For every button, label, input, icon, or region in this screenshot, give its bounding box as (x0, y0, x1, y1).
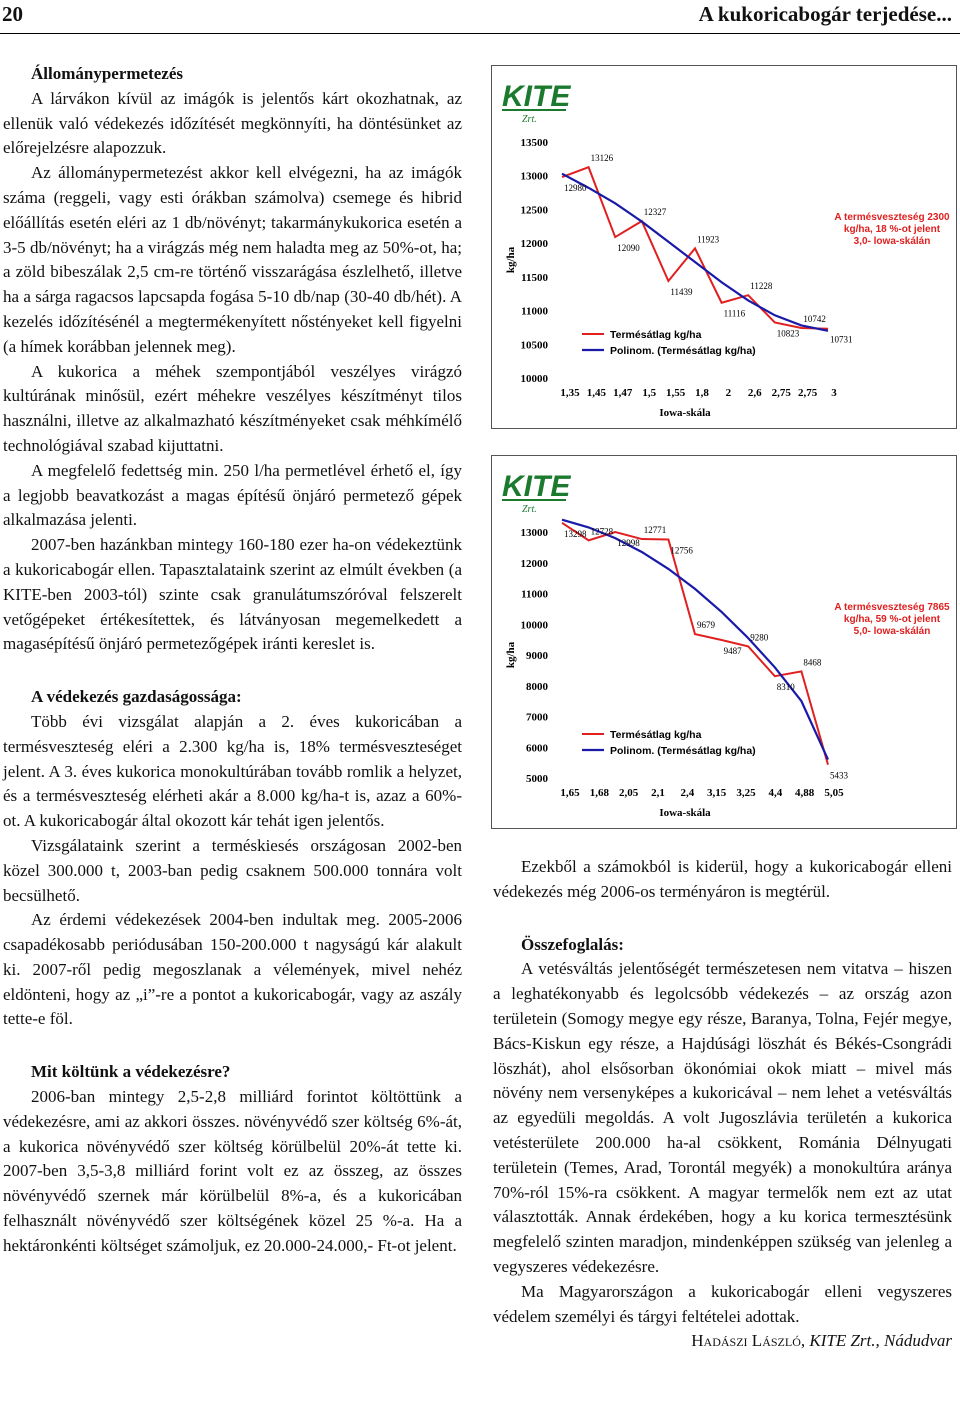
chart-svg (492, 456, 956, 828)
data-label: 9280 (750, 632, 769, 643)
annotation-line: kg/ha, 18 %-ot jelent (843, 224, 941, 235)
page-number: 20 (2, 2, 23, 26)
y-tick-label: 12000 (520, 238, 548, 251)
data-label: 9679 (697, 620, 715, 631)
data-label: 10742 (803, 313, 826, 324)
y-tick-label: 11500 (521, 271, 548, 284)
x-tick-label: 2,4 (680, 787, 695, 799)
data-label: 12728 (590, 526, 614, 537)
x-tick-label: 1,68 (589, 787, 609, 799)
y-tick-label: 11000 (521, 588, 548, 601)
paragraph: A megfelelő fedettség min. 250 l/ha permetlével érhető el, így a legjobb beavatkozást a magas építésű önjáró permetező gépek alkalmazása jelenti. (3, 460, 462, 530)
x-tick-label: 3,15 (707, 787, 727, 799)
section-title-koltseg: Mit költünk a védekezésre? (31, 1062, 231, 1082)
x-tick-label: 1,65 (560, 787, 580, 799)
data-label: 12980 (564, 183, 587, 194)
paragraph: Több évi vizsgálat alapján a 2. éves kukoricában a termésveszteség eléri a 2.300 kg/ha is, 18% termésveszteséget jelent. A 3. éves kukorica monokultúrában tovább romlik a helyzet, és a termésveszteség elérheti akár a 8.000 kg/ha-t is, azaz a 60%-ot. A kukoricabogár által okozott kár tehát igen jelentős. (3, 711, 462, 831)
x-tick-label: 2,1 (651, 787, 665, 799)
page-header (0, 0, 960, 36)
x-tick-label: 1,35 (560, 387, 580, 399)
x-tick-label: 5,05 (824, 787, 844, 799)
y-tick-label: 10000 (520, 373, 548, 385)
x-tick-label: 1,45 (586, 387, 607, 399)
data-label: 10731 (830, 334, 853, 345)
paragraph: Az állománypermetezést akkor kell elvégezni, ha az imágók száma (reggeli, vagy esti órákban számolva) csemege és hibrid előállítás esetén eléri az 1 db/növényt; takarmánykukorica esetén a 3-5 db/növényt; ha a virágzás még nem haladta meg az 50%-ot, ha; a zöld bibeszálak 2,5 cm-re történő visszarágása észlelhető, illetve ha a sárga ragacsos lapcsapda fogása 5-10 db/nap (30-40 db/hét). A kezelés időzítésénél a megtermékenyített nőstényeket kell figyelni (a hímek korábban jelennek meg). (3, 163, 462, 356)
y-tick-label: 8000 (526, 680, 548, 693)
chart-svg (492, 66, 956, 428)
author-name: Hadászi László (691, 1331, 801, 1351)
data-label: 13126 (590, 153, 614, 164)
series-line-trend (562, 174, 828, 331)
section-gap (493, 905, 952, 933)
legend-label-trend: Polinom. (Termésátlag kg/ha) (610, 745, 756, 757)
left-column (3, 62, 462, 1259)
data-label: 11228 (750, 281, 773, 292)
y-axis-label: kg/ha (505, 641, 517, 669)
x-tick-label: 4,4 (768, 787, 783, 799)
data-label: 9487 (723, 646, 742, 657)
kite-logo: KITE (502, 80, 571, 113)
y-tick-label: 6000 (526, 742, 548, 755)
x-tick-label: 2,75 (771, 387, 791, 399)
series-line-trend (562, 520, 828, 760)
y-tick-label: 10000 (520, 619, 548, 632)
section-title-osszefoglalas: Összefoglalás: (521, 934, 624, 954)
kite-logo-sub: Zrt. (522, 504, 537, 515)
legend-label-yield: Termésátlag kg/ha (610, 329, 702, 341)
y-tick-label: 13000 (520, 170, 548, 183)
author-line: Hadászi László, KITE Zrt., Nádudvar (691, 1331, 952, 1351)
data-label: 8468 (803, 657, 822, 668)
paragraph: A lárvákon kívül az imágók is jelentős kárt okozhatnak, az ellenük való védekezés időzítését megkönnyíti, ha döntésünket az előrejelzésre alapozzuk. (3, 88, 462, 158)
data-label: 5433 (830, 770, 848, 781)
data-label: 13298 (564, 528, 587, 539)
y-tick-label: 12000 (520, 557, 548, 570)
section-gap (3, 1032, 462, 1060)
y-tick-label: 10500 (520, 339, 548, 352)
x-tick-label: 2 (725, 387, 732, 399)
chart-yield-loss-2nd-year (491, 65, 957, 429)
data-label: 12327 (643, 207, 667, 218)
legend-label-yield: Termésátlag kg/ha (610, 729, 702, 741)
legend-label-trend: Polinom. (Termésátlag kg/ha) (610, 345, 756, 357)
annotation-line: 3,0- lowa-skálán (853, 236, 931, 247)
data-label: 12756 (670, 545, 693, 556)
author-org: KITE Zrt., Nádudvar (809, 1331, 952, 1351)
series-line-yield (562, 167, 828, 328)
annotation-text (834, 602, 950, 637)
kite-logo-sub: Zrt. (522, 114, 537, 125)
data-label: 10823 (776, 328, 800, 339)
x-tick-label: 2,75 (797, 387, 818, 399)
y-tick-label: 12500 (520, 204, 548, 217)
data-label: 8310 (776, 682, 795, 693)
x-tick-label: 3,25 (736, 787, 756, 799)
paragraph: Az érdemi védekezések 2004-ben indultak meg. 2005-2006 csapadékosabb periódusában 150-200.000 t nagyságú kár alakult ki. 2007-ről pedig megoszlanak a vélemények, mivel nehéz eldönteni, hogy az „i”-re a pontot a kukoricabogár, vagy az aszály tette-e föl. (3, 910, 462, 1029)
y-axis-label: kg/ha (505, 246, 517, 274)
y-tick-label: 13500 (520, 137, 548, 149)
x-tick-label: 1,5 (642, 387, 657, 399)
data-label: 11439 (670, 286, 693, 297)
y-tick-label: 5000 (526, 773, 548, 785)
right-column (493, 855, 952, 1354)
paragraph: Ezekből a számokból is kiderül, hogy a kukoricabogár elleni védekezés még 2006-os terményáron is megtérül. (493, 857, 952, 901)
annotation-text (834, 212, 950, 247)
x-tick-label: 2,6 (747, 387, 762, 399)
annotation-line: A termésveszteség 2300 (834, 212, 950, 223)
kite-logo: KITE (502, 470, 571, 503)
data-label: 12771 (643, 525, 667, 536)
paragraph: 2007-ben hazánkban mintegy 160-180 ezer ha-on védekeztünk a kukoricabogár ellen. Tapasztalataink szerint az elmúlt években (a KITE-ben 2003-tól) szinte csak granulátumszóróval felszerelt vetőgépeket értékesítettek, és látványosan megemelkedett a magasépítésű önjáró permetezőgépek iránti kereslet is. (3, 535, 462, 654)
x-axis-label: Iowa-skála (659, 407, 711, 419)
x-tick-label: 1,55 (665, 387, 686, 399)
section-gap (3, 657, 462, 685)
data-label: 12998 (617, 538, 640, 549)
y-tick-label: 11000 (521, 305, 548, 318)
paragraph: A kukorica a méhek szempontjából veszélyes virágzó kultúrának minősül, ezért méhekre veszélyes készítményt tilos használni, illetve az alkalmazható készítményeket csak méhkímélő technológiával szabad kijuttatni. (3, 361, 462, 455)
x-tick-label: 1,47 (613, 387, 633, 399)
annotation-line: kg/ha, 59 %-ot jelent (843, 614, 941, 625)
x-tick-label: 3 (831, 387, 837, 399)
paragraph: Vizsgálataink szerint a terméskiesés országosan 2002-ben közel 300.000 t, 2003-ban pedig csaknem 500.000 tonnára volt becsülhető. (3, 835, 462, 905)
data-label: 11116 (723, 308, 746, 319)
paragraph: Ma Magyarországon a kukoricabogár elleni vegyszeres védelem személyi és tárgyi feltételei adottak. (493, 1281, 952, 1326)
paragraph: 2006-ban mintegy 2,5-2,8 milliárd forintot költöttünk a védekezésre, ami az akkori összes. növényvédő szer költség 6%-át, a kukorica növényvédő szer költség körülbelül 20%-át tette ki. 2007-ben 3,5-3,8 milliárd forint volt ez az összeg, az összes növényvédő szernek már körülbelül 8%-a, és a kukoricában felhasznált növényvédő szer költségének közel 25 %-a. Ha a hektáronkénti költséget számoljuk, ez 20.000-24.000,- Ft-ot jelent. (3, 1087, 462, 1255)
data-label: 11923 (697, 234, 720, 245)
x-axis-label: Iowa-skála (659, 807, 711, 819)
section-title-gazdasagossag: A védekezés gazdaságossága: (31, 687, 242, 707)
header-rule (0, 33, 960, 34)
y-tick-label: 9000 (526, 650, 548, 662)
chart-yield-loss-3rd-year (491, 455, 957, 829)
data-label: 12090 (617, 243, 640, 254)
y-tick-label: 7000 (526, 711, 548, 724)
running-title: A kukoricabogár terjedése... (698, 2, 952, 26)
x-tick-label: 2,05 (619, 787, 639, 799)
y-tick-label: 13000 (520, 527, 548, 539)
x-tick-label: 1,8 (695, 387, 709, 399)
section-title-allomanypermetezes: Állománypermetezés (31, 64, 184, 83)
paragraph: A vetésváltás jelentőségét természetesen nem vitatva – hiszen a leghatékonyabb és legolcsóbb védekezés – az ország azon területein (Somogy megye egy része, Baranya, Tolna, Fejér megye, Bács-Kiskun egy része, a Hajdúsági löszhát és Békés-Csongrádi löszhát), ahol elsősorban ökonómiai okok miatt – mivel más növény nem versenyképes a kukoricával – nem lehet a vetésváltás az egyedüli megoldás. A volt Jugoszlávia területén a kukorica vetésterülete 200.000 ha-al csökkent, Románia Délnyugati területein (Temes, Arad, Torontál megyék) a monokultúra aránya 70%-ról 15%-ra csökkent. A magyar termelők nem ezt az utat választották. Annak érdekében, hogy a ku korica termesztésünk megfelelő szinten maradjon, mindenképpen szükség van jelenleg a vegyszeres védekezésre. (493, 959, 952, 1276)
annotation-line: 5,0- lowa-skálán (853, 626, 931, 637)
x-tick-label: 4,88 (795, 787, 815, 799)
annotation-line: A termésveszteség 7865 (834, 602, 950, 613)
